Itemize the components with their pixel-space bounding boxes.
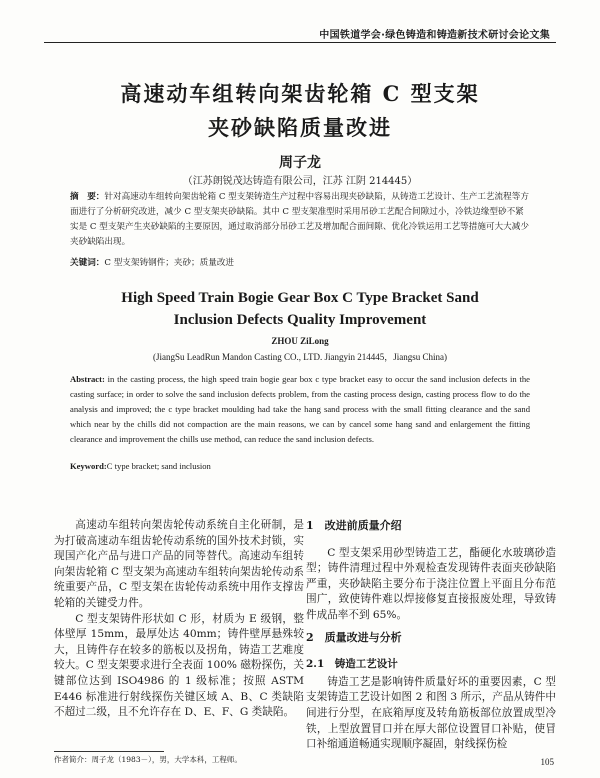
- body-right-column: [306, 518, 556, 753]
- cn-title-line1: 高速动车组转向架齿轮箱 C 型支架: [120, 81, 480, 106]
- body-paragraph-3: C 型支架采用砂型铸造工艺，酯硬化水玻璃砂造型；铸件清理过程中外观检查发现铸件表面夹砂缺陷严重，夹砂缺陷主要分布于浇注位置上平面且分布范围广，致使铸件难以焊接修复直接报废处理，导致铸件成品率不到 65%。: [306, 546, 556, 621]
- cn-keywords: [70, 256, 530, 271]
- en-title-line1: High Speed Train Bogie Gear Box C Type Bracket Sand: [121, 290, 479, 306]
- section-2-heading: 2 质量改进与分析: [306, 630, 402, 644]
- footnote-rule: [54, 751, 164, 752]
- cn-abstract-label: 摘 要：: [70, 192, 105, 202]
- en-abstract-text: in the casting process, the high speed train bogie gear box c type bracket easy to occur the sand inclusion defects in the casting surface; in order to solve the sand inclusion defects problem, from the casting process design, casting process flow to do the analysis and improved; the c type bracket moulding had take the hang sand process with the small fitting clearance and the sand which near by the chills did not compaction are the main reasons, we can by cancel some hang sand and enlargement the fitting clearance and improvement the chills use method, can reduce the sand inclusion defects.: [70, 374, 530, 444]
- en-author: ZHOU ZiLong: [271, 336, 329, 346]
- body-paragraph-4: 铸造工艺是影响铸件质量好坏的重要因素，C 型支架铸造工艺设计如图 2 和图 3 所示，产品从铸件中间进行分型，在底箱厚度及转角筋板部位放置成型冷铁，上型放置冒口并在厚大部位设置冒口补贴，使冒口补缩通道畅通实现顺序凝固，射线探伤检: [306, 675, 556, 751]
- page-number: 105: [540, 757, 554, 767]
- running-header: 中国铁道学会·绿色铸造和铸造新技术研讨会论文集: [319, 30, 550, 41]
- en-title-line2: Inclusion Defects Quality Improvement: [173, 312, 427, 328]
- en-affiliation: (JiangSu LeadRun Mandon Casting CO., LTD. Jiangyin 214445，Jiangsu China): [153, 352, 447, 362]
- cn-abstract-text: 针对高速动车组转向架齿轮箱 C 型支架铸造生产过程中容易出现夹砂缺陷，从铸造工艺设计、生产工艺流程等方面进行了分析研究改进，减少 C 型支架夹砂缺陷。其中 C 型支架准型时采用吊砂工艺配合间隙过小，冷铁边缘型砂不紧实是 C 型支架产生夹砂缺陷的主要原因，通过取消部分吊砂工艺及增加配合面间隙、优化冷铁运用工艺等措施可大大减少夹砂缺陷出现。: [70, 192, 529, 247]
- en-abstract-label: Abstract:: [70, 374, 105, 384]
- cn-abstract: [70, 190, 530, 250]
- cn-affiliation: （江苏朗锐茂达铸造有限公司，江苏 江阴 214445）: [182, 176, 418, 187]
- cn-keywords-label: 关键词：: [70, 258, 105, 268]
- en-keywords: [70, 461, 530, 471]
- author-footnote: 作者简介：周子龙（1983－），男，大学本科，工程师。: [54, 755, 242, 764]
- body-left-column: [54, 518, 304, 721]
- cn-keywords-text: C 型支架铸钢件；夹砂；质量改进: [104, 258, 235, 268]
- header-rule: [44, 42, 556, 43]
- section-1-heading: 1 改进前质量介绍: [306, 519, 402, 532]
- en-keywords-text: C type bracket; sand inclusion: [106, 461, 211, 471]
- cn-author: 周子龙: [279, 155, 321, 171]
- body-paragraph-1: 高速动车组转向架齿轮传动系统自主化研制，是为打破高速动车组齿轮传动系统的国外技术封锁，实现国产化产品与进口产品的同等替代。高速动车组转向架齿轮箱 C 型支架为高速动车组转向架齿轮传动系统重要产品，C 型支架在齿轮传动系统中用作支撑齿轮箱的关键受力件。: [54, 519, 304, 609]
- en-keywords-label: Keyword:: [70, 461, 107, 471]
- cn-title-line2: 夹砂缺陷质量改进: [208, 115, 392, 140]
- body-paragraph-2: C 型支架铸件形状如 C 形，材质为 E 级钢，整体壁厚 15mm，最厚处达 40mm；铸件壁厚悬殊较大，且铸件存在较多的筋板以及拐角，铸造工艺难度较大。C 型支架要求进行全表面 100% 磁粉探伤，关键部位达到 ISO4986 的 1 级标准；按照 ASTM E446 标准进行射线探伤关键区域 A、B、C 类缺陷不超过二级，且不允许存在 D、E、F、G 类缺陷。: [54, 612, 304, 719]
- en-abstract: [70, 372, 530, 447]
- section-2-1-heading: 2.1 铸造工艺设计: [306, 658, 398, 671]
